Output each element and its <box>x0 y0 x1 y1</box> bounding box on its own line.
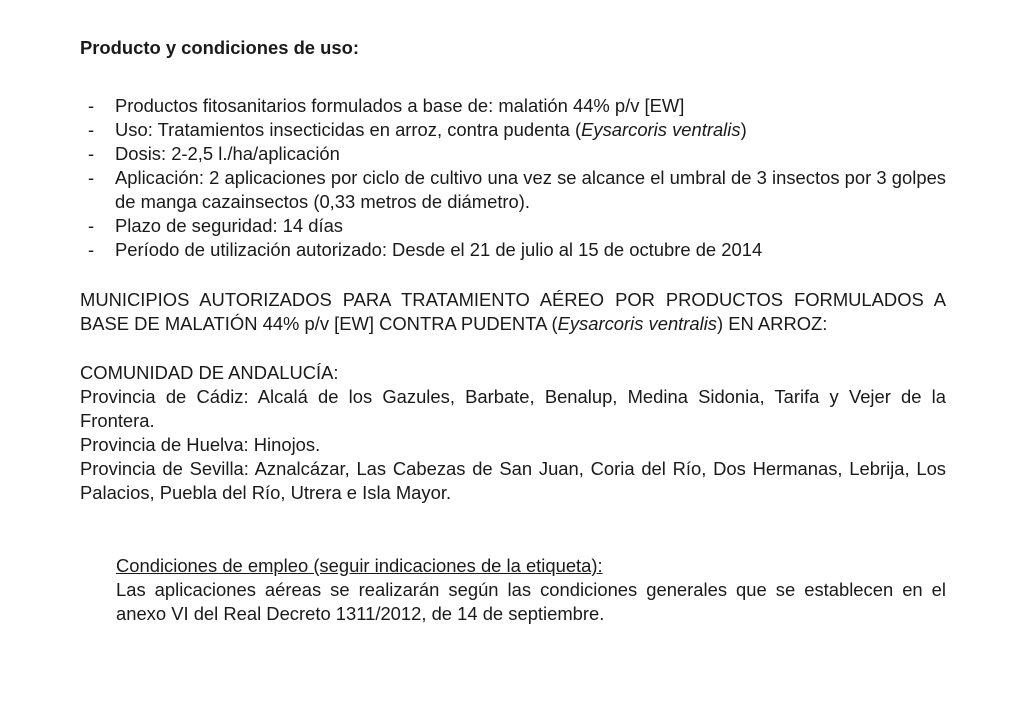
provincia-huelva: Provincia de Huelva: Hinojos. <box>80 434 321 455</box>
list-item-text-pre: Uso: Tratamientos insecticidas en arroz, contra pudenta ( <box>115 119 582 140</box>
municipios-text-pre: MUNICIPIOS AUTORIZADOS PARA TRATAMIENTO AÉREO POR PRODUCTOS FORMULADOS A BASE DE MALATIÓN 44% p/v [EW] CONTRA PUDENTA ( <box>80 289 946 334</box>
bullet-dash: - <box>88 215 95 236</box>
comunidad-title: COMUNIDAD DE ANDALUCÍA: <box>80 362 339 383</box>
conditions-list <box>80 94 946 262</box>
list-item <box>80 238 946 262</box>
condiciones-body: Las aplicaciones aéreas se realizarán según las condiciones generales que se establecen en el anexo VI del Real Decreto 1311/2012, de 14 de septiembre. <box>116 579 946 624</box>
provincia-cadiz: Provincia de Cádiz: Alcalá de los Gazules, Barbate, Benalup, Medina Sidonia, Tarifa y Vejer de la Frontera. <box>80 386 946 431</box>
list-item-text: Productos fitosanitarios formulados a base de: malatión 44% p/v [EW] <box>115 95 685 116</box>
bullet-dash: - <box>88 143 95 164</box>
list-item-text: Dosis: 2-2,5 l./ha/aplicación <box>115 143 340 164</box>
municipios-text-post: ) EN ARROZ: <box>717 313 828 334</box>
species-name: Eysarcoris ventralis <box>557 313 718 334</box>
spacer <box>80 505 946 554</box>
bullet-dash: - <box>88 95 95 116</box>
list-item <box>80 166 946 214</box>
list-item <box>80 94 946 118</box>
municipios-paragraph <box>80 288 946 336</box>
list-item <box>80 214 946 238</box>
document-page <box>80 36 946 626</box>
section-heading: Producto y condiciones de uso: <box>80 37 359 58</box>
condiciones-title: Condiciones de empleo (seguir indicaciones de la etiqueta): <box>116 555 603 576</box>
spacer <box>80 262 946 288</box>
list-item-text: Período de utilización autorizado: Desde el 21 de julio al 15 de octubre de 2014 <box>115 239 763 260</box>
list-item <box>80 118 946 142</box>
provincia-sevilla: Provincia de Sevilla: Aznalcázar, Las Cabezas de San Juan, Coria del Río, Dos Hermanas, Lebrija, Los Palacios, Puebla del Río, Utrera e Isla Mayor. <box>80 458 946 503</box>
species-name: Eysarcoris ventralis <box>581 119 741 140</box>
list-item-text: Aplicación: 2 aplicaciones por ciclo de cultivo una vez se alcance el umbral de 3 insectos por 3 golpes de manga cazainsectos (0,33 metros de diámetro). <box>115 167 946 212</box>
spacer <box>80 336 946 361</box>
list-item-text: Plazo de seguridad: 14 días <box>115 215 343 236</box>
bullet-dash: - <box>88 119 95 140</box>
bullet-dash: - <box>88 167 95 188</box>
bullet-dash: - <box>88 239 95 260</box>
condiciones-block <box>80 554 946 626</box>
list-item-text-post: ) <box>740 119 747 140</box>
list-item <box>80 142 946 166</box>
